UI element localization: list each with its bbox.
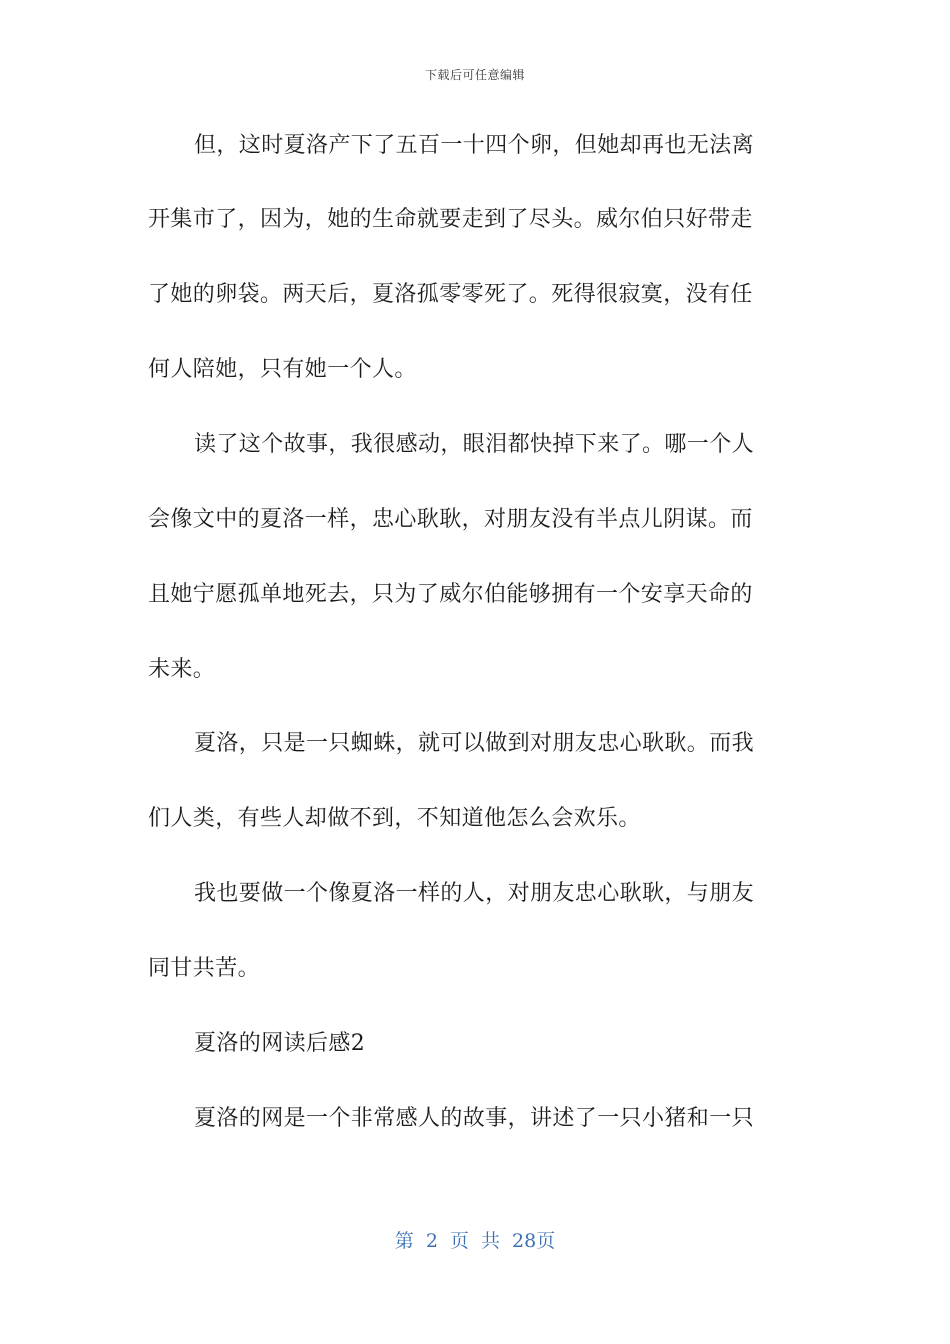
section-heading: 夏洛的网读后感2	[194, 1031, 366, 1056]
page-header: 下载后可任意编辑	[424, 68, 525, 82]
text-line: 未来。	[148, 657, 216, 682]
text-line: 我也要做一个像夏洛一样的人，对朋友忠心耿耿，与朋友	[194, 881, 755, 906]
page-number-footer: 第 2 页 共 28页	[394, 1230, 556, 1252]
text-line: 会像文中的夏洛一样，忠心耿耿，对朋友没有半点儿阴谋。而	[148, 507, 753, 532]
text-line: 开集市了，因为，她的生命就要走到了尽头。威尔伯只好带走	[148, 207, 753, 232]
text-line: 了她的卵袋。两天后，夏洛孤零零死了。死得很寂寞，没有任	[148, 282, 753, 307]
text-line: 们人类，有些人却做不到，不知道他怎么会欢乐。	[148, 806, 641, 831]
text-line: 但，这时夏洛产下了五百一十四个卵，但她却再也无法离	[194, 133, 755, 158]
text-line: 读了这个故事，我很感动，眼泪都快掉下来了。哪一个人	[194, 432, 755, 457]
text-line: 且她宁愿孤单地死去，只为了威尔伯能够拥有一个安享天命的	[148, 582, 753, 607]
text-line: 夏洛的网是一个非常感人的故事，讲述了一只小猪和一只	[194, 1106, 755, 1131]
text-line: 同甘共苦。	[148, 956, 261, 981]
text-line: 夏洛，只是一只蜘蛛，就可以做到对朋友忠心耿耿。而我	[194, 731, 755, 756]
text-line: 何人陪她，只有她一个人。	[148, 357, 417, 382]
